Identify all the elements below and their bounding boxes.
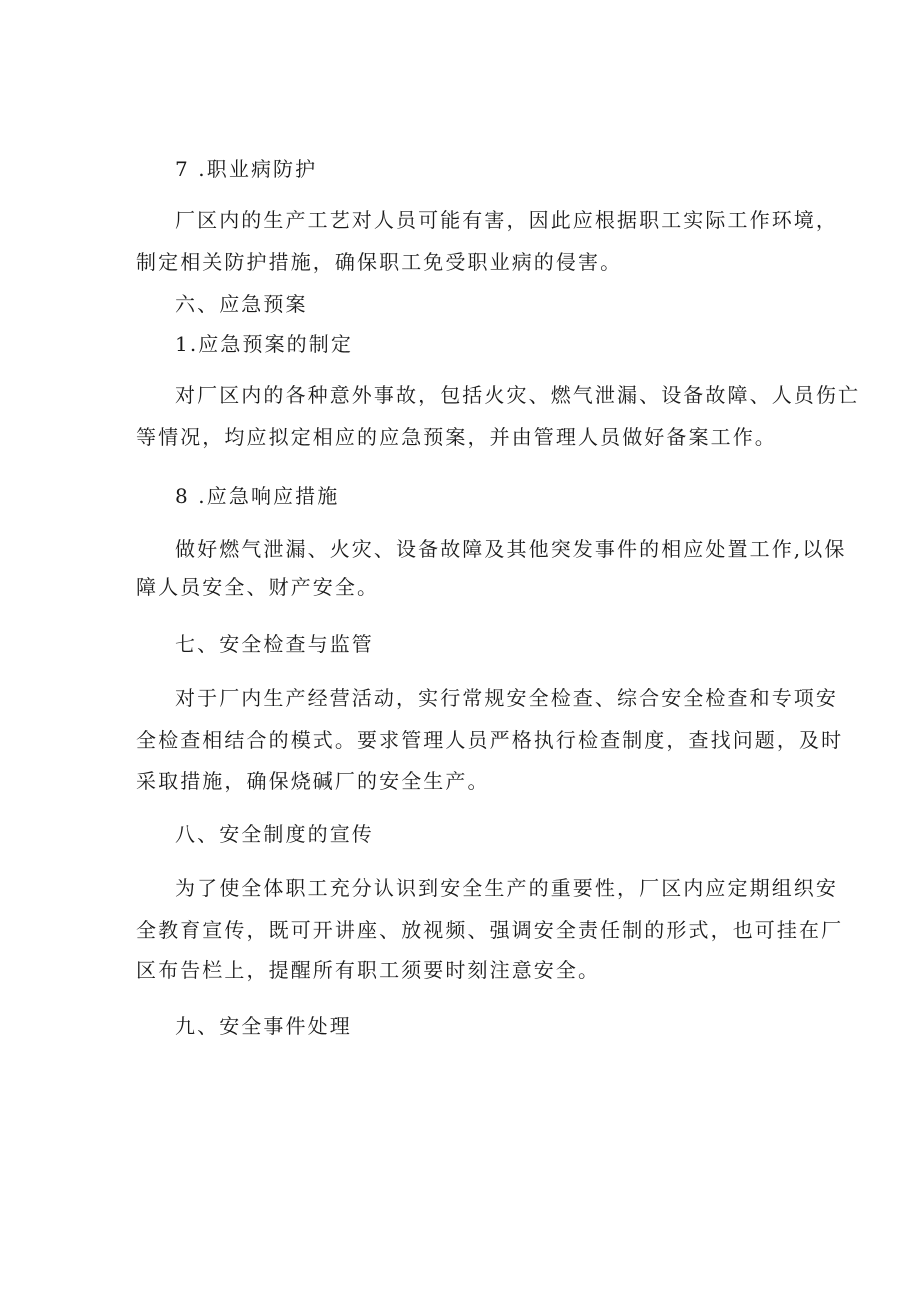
section-8-paragraph-line-2: 障人员安全、财产安全。 xyxy=(136,575,380,599)
section-7-paragraph-line-2: 制定相关防护措施，确保职工免受职业病的侵害。 xyxy=(136,250,623,274)
section-eight-paragraph-line-3: 区布告栏上，提醒所有职工须要时刻注意安全。 xyxy=(136,958,601,982)
section-eight-paragraph-line-1: 为了使全体职工充分认识到安全生产的重要性，厂区内应定期组织安 xyxy=(175,876,838,900)
section-seven-paragraph-line-1: 对于厂内生产经营活动，实行常规安全检查、综合安全检查和专项安 xyxy=(175,686,838,710)
section-six-1-heading: 1.应急预案的制定 xyxy=(175,332,353,356)
section-nine-heading: 九、安全事件处理 xyxy=(175,1014,352,1038)
section-8-heading: 8 .应急响应措施 xyxy=(175,484,340,508)
section-six-heading: 六、应急预案 xyxy=(175,292,308,316)
section-seven-paragraph-line-2: 全检查相结合的模式。要求管理人员严格执行检查制度，查找问题，及时 xyxy=(136,728,844,752)
section-seven-paragraph-line-3: 采取措施，确保烧碱厂的安全生产。 xyxy=(136,769,490,793)
section-7-heading: 7 .职业病防护 xyxy=(175,157,318,181)
section-eight-paragraph-line-2: 全教育宣传，既可开讲座、放视频、强调安全责任制的形式，也可挂在厂 xyxy=(136,918,844,942)
section-7-paragraph-line-1: 厂区内的生产工艺对人员可能有害，因此应根据职工实际工作环境， xyxy=(175,208,838,232)
section-six-1-paragraph-line-1: 对厂区内的各种意外事故，包括火灾、燃气泄漏、设备故障、人员伤亡 xyxy=(175,383,861,407)
section-8-paragraph-line-1: 做好燃气泄漏、火灾、设备故障及其他突发事件的相应处置工作,以保 xyxy=(175,537,847,561)
section-eight-heading: 八、安全制度的宣传 xyxy=(175,822,374,846)
section-seven-heading: 七、安全检查与监管 xyxy=(175,632,374,656)
section-six-1-paragraph-line-2: 等情况，均应拟定相应的应急预案，并由管理人员做好备案工作。 xyxy=(136,425,777,449)
